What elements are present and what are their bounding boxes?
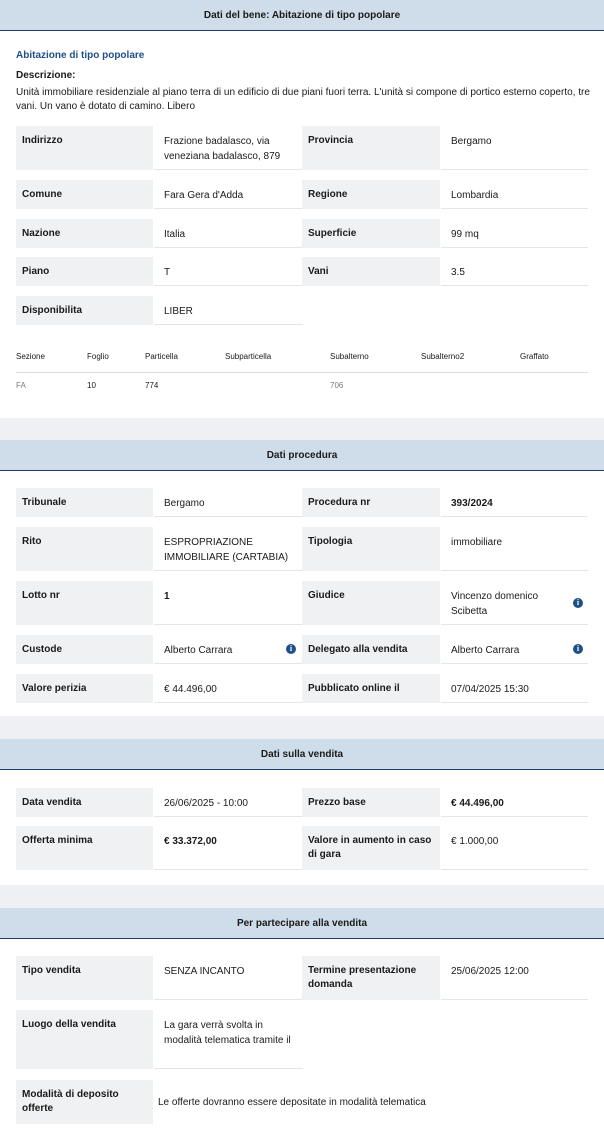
tipologia-label: Tipologia xyxy=(302,527,440,571)
catasto-header-particella: Particella xyxy=(145,352,178,361)
luogo-value: La gara verrà svolta in modalità telematica tramite il xyxy=(154,1010,303,1069)
comune-label: Comune xyxy=(16,180,153,209)
termine-label: Termine presentazione domanda xyxy=(302,956,440,1000)
provincia-value: Bergamo xyxy=(441,126,588,170)
valore-aumento-value: € 1.000,00 xyxy=(441,826,588,870)
offerta-minima-label: Offerta minima xyxy=(16,826,153,870)
piano-label: Piano xyxy=(16,257,153,286)
custode-label: Custode xyxy=(16,635,153,664)
giudice-label: Giudice xyxy=(302,581,440,625)
data-vendita-value: 26/06/2025 - 10:00 xyxy=(154,788,303,817)
tipo-vendita-label: Tipo vendita xyxy=(16,956,153,1000)
bene-title: Abitazione di tipo popolare xyxy=(16,50,145,61)
lotto-value: 1 xyxy=(154,581,303,625)
catasto-subalterno-value: 706 xyxy=(330,381,344,390)
prezzo-base-label: Prezzo base xyxy=(302,788,440,817)
procedura-nr-label: Procedura nr xyxy=(302,488,440,517)
delegato-value: Alberto Carrara xyxy=(441,635,588,664)
perizia-label: Valore perizia xyxy=(16,674,153,703)
catasto-divider xyxy=(16,372,588,373)
tipologia-value: immobiliare xyxy=(441,527,588,571)
comune-value: Fara Gera d'Adda xyxy=(154,180,303,209)
partecipare-card xyxy=(0,908,604,1142)
giudice-value: Vincenzo domenico Scibetta xyxy=(441,581,588,625)
vendita-header: Dati sulla vendita xyxy=(0,739,604,770)
tipo-vendita-value: SENZA INCANTO xyxy=(154,956,303,1000)
procedura-nr-value: 393/2024 xyxy=(441,488,588,517)
bene-header: Dati del bene: Abitazione di tipo popolare xyxy=(0,0,604,31)
description-text: Unità immobiliare residenziale al piano terra di un edificio di due piani fuori terra. L'unità si compone di portico esterno coperto, tre vani. Un vano è dotato di camino. Libero xyxy=(16,87,590,112)
indirizzo-label: Indirizzo xyxy=(16,126,153,170)
giudice-info-icon[interactable]: i xyxy=(573,598,583,608)
description-label: Descrizione: xyxy=(16,70,76,81)
offerta-minima-value: € 33.372,00 xyxy=(154,826,303,870)
luogo-label: Luogo della vendita xyxy=(16,1010,153,1069)
pubblicato-value: 07/04/2025 15:30 xyxy=(441,674,588,703)
bene-card xyxy=(0,0,604,418)
catasto-particella-value: 774 xyxy=(145,381,159,390)
deposito-value: Le offerte dovranno essere depositate in modalità telematica xyxy=(158,1097,426,1108)
catasto-header-subalterno: Subalterno xyxy=(330,352,369,361)
indirizzo-value: Frazione badalasco, via veneziana badalasco, 879 xyxy=(154,126,303,170)
nazione-value: Italia xyxy=(154,219,303,248)
superficie-label: Superficie xyxy=(302,219,440,248)
vendita-card xyxy=(0,739,604,885)
prezzo-base-value: € 44.496,00 xyxy=(441,788,588,817)
tribunale-value: Bergamo xyxy=(154,488,303,517)
pubblicato-label: Pubblicato online il xyxy=(302,674,440,703)
catasto-foglio-value: 10 xyxy=(87,381,96,390)
provincia-label: Provincia xyxy=(302,126,440,170)
partecipare-header: Per partecipare alla vendita xyxy=(0,908,604,939)
deposito-label: Modalità di deposito offerte xyxy=(16,1080,153,1124)
catasto-header-subparticella: Subparticella xyxy=(225,352,272,361)
catasto-sezione-value: FA xyxy=(16,381,26,390)
regione-value: Lombardia xyxy=(441,180,588,209)
delegato-label: Delegato alla vendita xyxy=(302,635,440,664)
termine-value: 25/06/2025 12:00 xyxy=(441,956,588,1000)
superficie-value: 99 mq xyxy=(441,219,588,248)
custode-value: Alberto Carrara xyxy=(154,635,303,664)
rito-label: Rito xyxy=(16,527,153,571)
valore-aumento-label: Valore in aumento in caso di gara xyxy=(302,826,440,870)
procedura-card xyxy=(0,440,604,716)
data-vendita-label: Data vendita xyxy=(16,788,153,817)
delegato-info-icon[interactable]: i xyxy=(573,644,583,654)
catasto-header-graffato: Graffato xyxy=(520,352,549,361)
catasto-header-subalterno2: Subalterno2 xyxy=(421,352,465,361)
procedura-header: Dati procedura xyxy=(0,440,604,471)
nazione-label: Nazione xyxy=(16,219,153,248)
rito-value: ESPROPRIAZIONE IMMOBILIARE (CARTABIA) xyxy=(154,527,303,571)
vani-label: Vani xyxy=(302,257,440,286)
piano-value: T xyxy=(154,257,303,286)
lotto-label: Lotto nr xyxy=(16,581,153,625)
catasto-header-foglio: Foglio xyxy=(87,352,109,361)
vani-value: 3.5 xyxy=(441,257,588,286)
regione-label: Regione xyxy=(302,180,440,209)
tribunale-label: Tribunale xyxy=(16,488,153,517)
disponibilita-value: LIBER xyxy=(154,296,303,325)
perizia-value: € 44.496,00 xyxy=(154,674,303,703)
catasto-header-sezione: Sezione xyxy=(16,352,45,361)
disponibilita-label: Disponibilita xyxy=(16,296,153,325)
custode-info-icon[interactable]: i xyxy=(286,644,296,654)
